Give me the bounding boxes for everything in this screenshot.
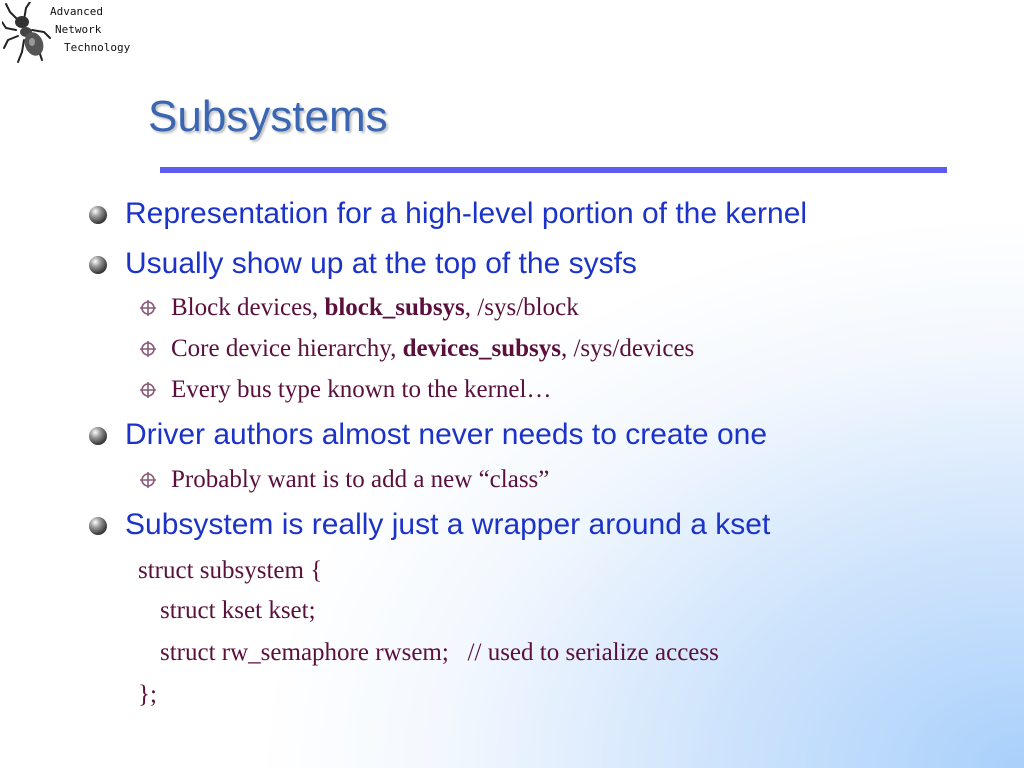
sub-bullet-bus-type xyxy=(171,376,551,404)
bullet-text: Subsystem is really just a wrapper around a kset xyxy=(125,508,771,541)
code-line-struct-open: struct subsystem { xyxy=(138,557,323,584)
sub-bullet-text-pre: Core device hierarchy, xyxy=(171,335,403,362)
bullet-item-sysfs xyxy=(125,247,637,281)
sphere-bullet-icon xyxy=(89,517,107,535)
code-line-rwsem: struct rw_semaphore rwsem; // used to serialize access xyxy=(160,639,719,666)
sub-bullet-class xyxy=(171,466,549,494)
bullet-item-driver-authors xyxy=(125,418,767,452)
sub-bullet-text: Every bus type known to the kernel… xyxy=(171,376,552,403)
bullet-text: Representation for a high-level portion of the kernel xyxy=(125,197,808,230)
bullet-text: Driver authors almost never needs to create one xyxy=(125,418,767,451)
code-line-kset: struct kset kset; xyxy=(160,597,316,624)
slide-title: Subsystems xyxy=(148,92,388,141)
bullet-item-wrapper-kset xyxy=(125,508,770,542)
logo-line-advanced: Advanced xyxy=(50,5,103,18)
logo-line-network: Network xyxy=(55,23,102,36)
sub-bullet-text-bold: devices_subsys xyxy=(402,335,561,362)
sub-bullet-text-post: , /sys/devices xyxy=(560,335,695,362)
bullet-item-representation xyxy=(125,197,807,231)
sphere-bullet-icon xyxy=(89,427,107,445)
sub-bullet-text-post: , /sys/block xyxy=(464,294,579,321)
sub-bullet-block-devices xyxy=(171,294,579,322)
code-line-struct-close: }; xyxy=(138,681,157,708)
crosshair-bullet-icon xyxy=(139,471,157,489)
sub-bullet-text: Probably want is to add a new “class” xyxy=(171,466,550,493)
sphere-bullet-icon xyxy=(89,206,107,224)
bullet-text: Usually show up at the top of the sysfs xyxy=(125,247,637,280)
crosshair-bullet-icon xyxy=(139,340,157,358)
sub-bullet-text-bold: block_subsys xyxy=(324,294,465,321)
crosshair-bullet-icon xyxy=(139,381,157,399)
sub-bullet-text-pre: Block devices, xyxy=(171,294,325,321)
sphere-bullet-icon xyxy=(89,256,107,274)
logo-line-technology: Technology xyxy=(64,41,131,54)
sub-bullet-core-device xyxy=(171,335,694,363)
crosshair-bullet-icon xyxy=(139,299,157,317)
